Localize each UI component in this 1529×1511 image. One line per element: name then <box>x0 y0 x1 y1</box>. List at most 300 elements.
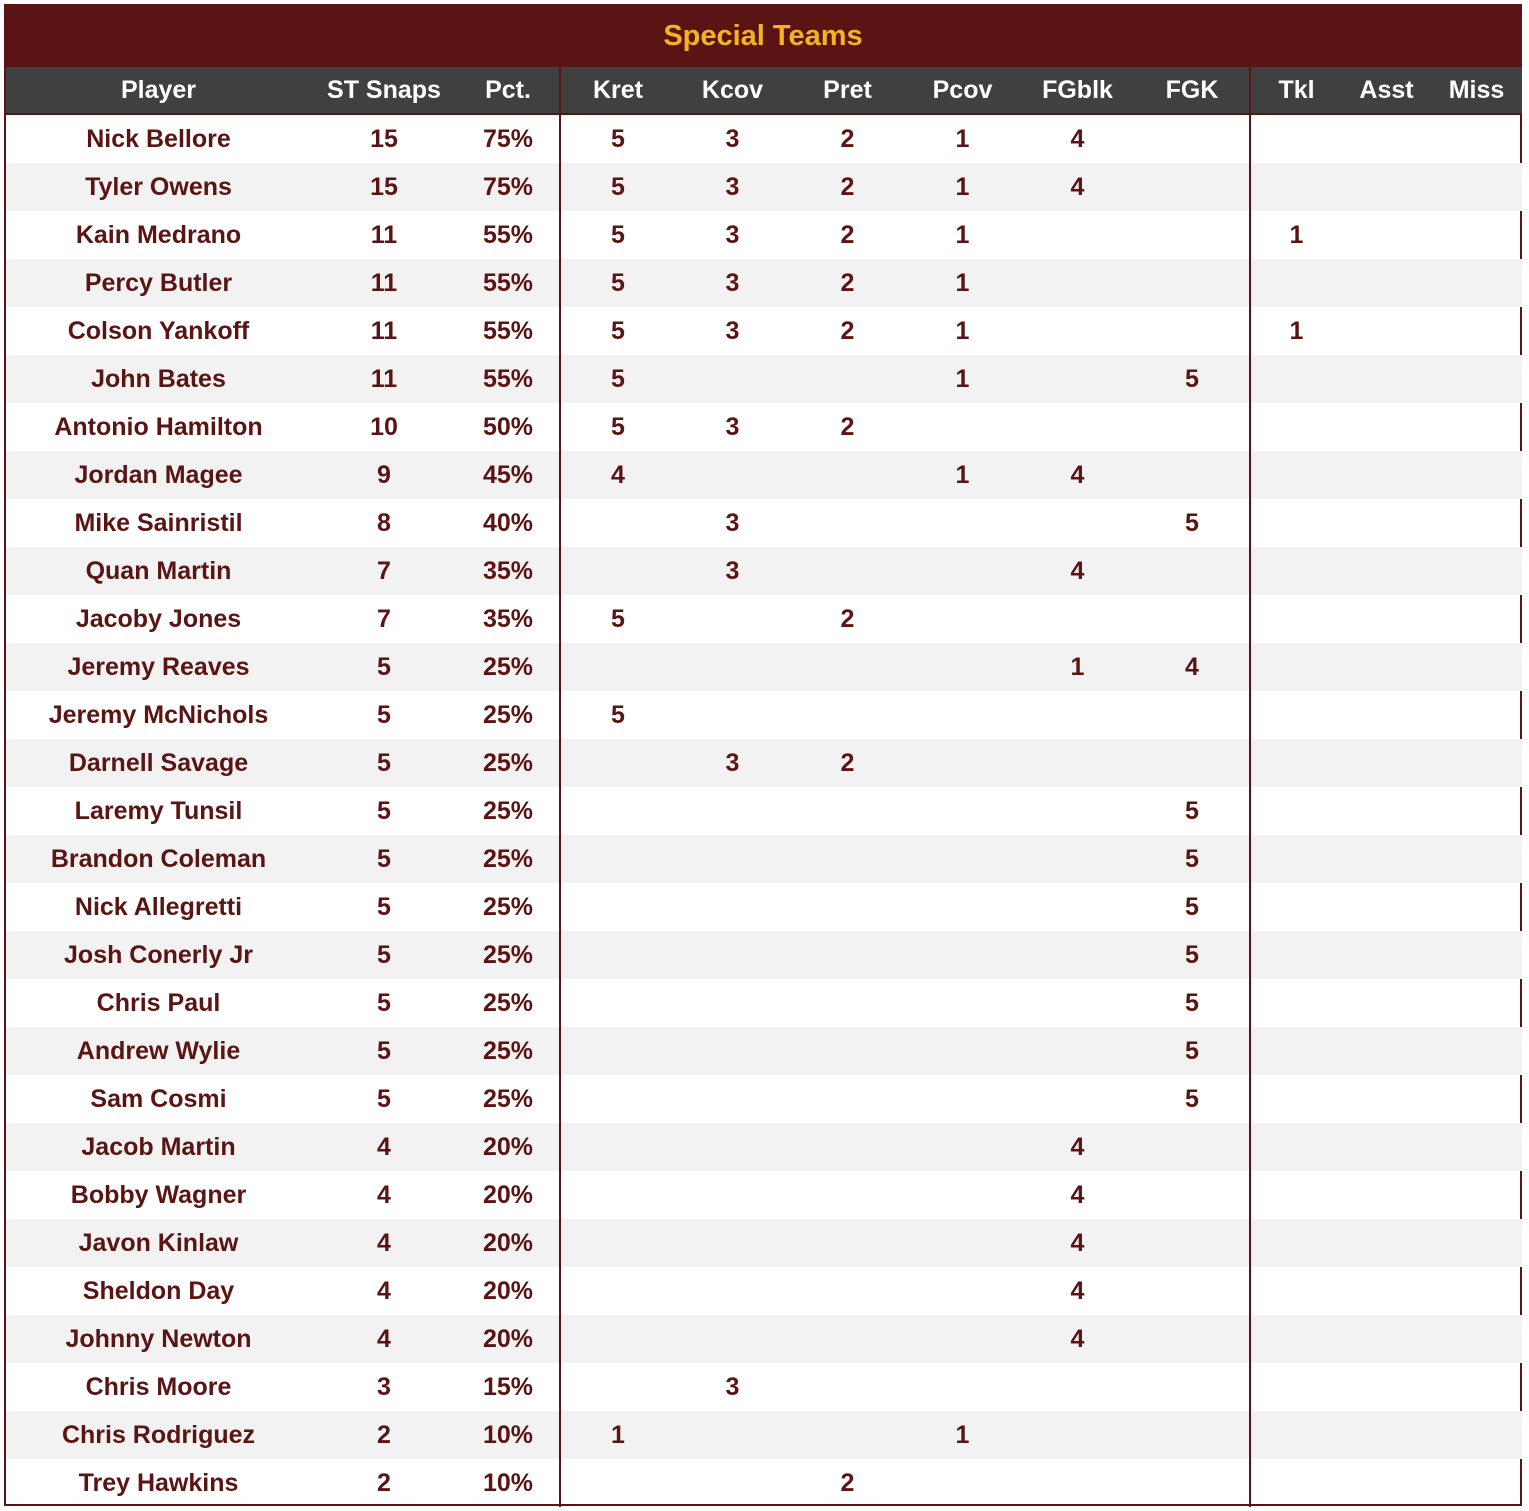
stat-cell <box>1135 1171 1250 1219</box>
stat-cell <box>1431 403 1522 451</box>
table-row <box>6 307 1522 355</box>
table-row <box>6 931 1522 979</box>
stat-cell <box>1135 739 1250 787</box>
stat-cell: 25% <box>457 1027 560 1075</box>
stat-cell <box>560 1267 675 1315</box>
stat-cell <box>790 1267 905 1315</box>
stat-cell <box>790 1363 905 1411</box>
stat-cell <box>1342 883 1431 931</box>
stat-cell <box>1431 211 1522 259</box>
stat-cell <box>560 931 675 979</box>
stat-cell <box>1135 1267 1250 1315</box>
stat-cell <box>1250 643 1342 691</box>
stat-cell <box>905 499 1020 547</box>
stat-cell: 5 <box>311 643 457 691</box>
column-header-asst: Asst <box>1342 67 1431 114</box>
stat-cell: 25% <box>457 643 560 691</box>
special-teams-table <box>6 67 1522 1507</box>
stat-cell: 20% <box>482 1180 534 1209</box>
stat-cell: 11 <box>370 220 398 249</box>
stat-cell <box>1431 643 1522 691</box>
table-row <box>6 883 1522 931</box>
player-name-cell: Quan Martin <box>6 547 311 595</box>
stat-cell: 4 <box>1020 1123 1135 1171</box>
column-header-tkl: Tkl <box>1250 67 1342 114</box>
stat-cell <box>1342 739 1431 787</box>
stat-cell <box>1431 691 1522 739</box>
table-row <box>6 355 1522 403</box>
stat-cell <box>1020 259 1135 307</box>
stat-cell <box>675 1315 790 1363</box>
stat-cell: 5 <box>377 988 391 1017</box>
player-name-cell: Jacob Martin <box>6 1123 311 1171</box>
stat-cell <box>1020 1411 1135 1459</box>
stat-cell <box>790 1171 905 1219</box>
stat-cell <box>1431 259 1522 307</box>
stat-cell: 35% <box>482 604 534 633</box>
table-row <box>6 163 1522 211</box>
stat-cell: 3 <box>725 508 740 537</box>
stat-cell <box>1342 307 1431 355</box>
table-row <box>6 1075 1522 1123</box>
stat-cell <box>905 883 1020 931</box>
special-teams-table-frame <box>4 4 1522 1506</box>
header-row <box>6 67 1522 114</box>
stat-cell: 20% <box>457 1219 560 1267</box>
stat-cell <box>1250 835 1342 883</box>
stat-cell <box>1431 499 1522 547</box>
stat-cell <box>560 643 675 691</box>
table-row <box>6 691 1522 739</box>
stat-cell: 3 <box>675 259 790 307</box>
stat-cell <box>905 1075 1020 1123</box>
column-header-pcov: Pcov <box>905 67 1020 114</box>
column-header-st-snaps: ST Snaps <box>311 67 457 114</box>
stat-cell <box>905 835 1020 883</box>
stat-cell <box>905 1171 1020 1219</box>
stat-cell <box>560 835 675 883</box>
stat-cell <box>1342 355 1431 403</box>
stat-cell: 20% <box>482 1276 534 1305</box>
stat-cell: 2 <box>311 1411 457 1459</box>
stat-cell <box>1431 1123 1522 1171</box>
stat-cell <box>905 1123 1020 1171</box>
stat-cell: 4 <box>1020 163 1135 211</box>
stat-cell: 50% <box>482 412 534 441</box>
table-row <box>6 403 1522 451</box>
table-row <box>6 1363 1522 1411</box>
column-header-kret: Kret <box>560 67 675 114</box>
stat-cell <box>1342 1459 1431 1507</box>
stat-cell <box>790 547 905 595</box>
stat-cell: 9 <box>311 451 457 499</box>
stat-cell: 7 <box>377 604 391 633</box>
stat-cell: 10% <box>482 1468 534 1497</box>
stat-cell <box>790 451 905 499</box>
stat-cell <box>1431 451 1522 499</box>
stat-cell <box>1342 1027 1431 1075</box>
stat-cell: 2 <box>840 316 855 345</box>
stat-cell <box>1250 1315 1342 1363</box>
stat-cell: 15% <box>482 1372 534 1401</box>
stat-cell: 25% <box>482 892 534 921</box>
player-name-cell: Bobby Wagner <box>70 1180 247 1209</box>
stat-cell: 5 <box>311 835 457 883</box>
table-row <box>6 1411 1522 1459</box>
stat-cell: 4 <box>377 1180 391 1209</box>
stat-cell: 3 <box>675 547 790 595</box>
stat-cell <box>1135 1123 1250 1171</box>
player-name-cell: Johnny Newton <box>6 1315 311 1363</box>
stat-cell <box>675 1075 790 1123</box>
stat-cell <box>1020 1459 1135 1507</box>
column-header-miss: Miss <box>1431 67 1522 114</box>
stat-cell: 5 <box>560 307 675 355</box>
stat-cell <box>675 1459 790 1507</box>
table-row <box>6 259 1522 307</box>
stat-cell <box>1342 979 1431 1027</box>
player-name-cell: Nick Bellore <box>86 124 231 153</box>
stat-cell: 1 <box>905 259 1020 307</box>
stat-cell <box>1342 259 1431 307</box>
stat-cell <box>1020 883 1135 931</box>
stat-cell <box>1431 739 1522 787</box>
stat-cell <box>905 1363 1020 1411</box>
stat-cell <box>1342 1171 1431 1219</box>
stat-cell: 1 <box>1250 211 1342 259</box>
stat-cell <box>905 739 1020 787</box>
stat-cell <box>1020 787 1135 835</box>
stat-cell: 5 <box>1185 988 1199 1017</box>
stat-cell <box>1250 547 1342 595</box>
stat-cell <box>1431 1075 1522 1123</box>
stat-cell: 5 <box>560 355 675 403</box>
stat-cell <box>1020 835 1135 883</box>
stat-cell: 2 <box>790 739 905 787</box>
stat-cell <box>1342 787 1431 835</box>
column-header-fgk: FGK <box>1135 67 1250 114</box>
column-header-player: Player <box>6 67 311 114</box>
stat-cell <box>905 547 1020 595</box>
stat-cell <box>560 787 675 835</box>
stat-cell <box>1342 595 1431 643</box>
stat-cell <box>790 835 905 883</box>
stat-cell <box>905 931 1020 979</box>
stat-cell: 3 <box>675 163 790 211</box>
stat-cell <box>1342 1123 1431 1171</box>
stat-cell: 5 <box>1185 508 1199 537</box>
stat-cell <box>1020 1075 1135 1123</box>
stat-cell <box>675 883 790 931</box>
stat-cell <box>790 979 905 1027</box>
stat-cell <box>1135 1459 1250 1507</box>
stat-cell <box>675 691 790 739</box>
stat-cell: 4 <box>1020 451 1135 499</box>
stat-cell <box>1135 1411 1250 1459</box>
stat-cell <box>675 595 790 643</box>
stat-cell <box>1431 1315 1522 1363</box>
stat-cell: 5 <box>377 892 391 921</box>
stat-cell: 55% <box>482 316 534 345</box>
stat-cell <box>1135 307 1250 355</box>
stat-cell <box>1135 259 1250 307</box>
player-name-cell: Jeremy Reaves <box>6 643 311 691</box>
player-name-cell: Sheldon Day <box>82 1276 235 1305</box>
stat-cell <box>675 979 790 1027</box>
stat-cell: 25% <box>482 796 534 825</box>
stat-cell <box>1250 1411 1342 1459</box>
column-header-fgblk: FGblk <box>1020 67 1135 114</box>
stat-cell: 25% <box>457 931 560 979</box>
stat-cell: 5 <box>1185 796 1199 825</box>
stat-cell <box>1135 163 1250 211</box>
stat-cell <box>1020 691 1135 739</box>
stat-cell <box>1342 835 1431 883</box>
stat-cell: 5 <box>560 403 675 451</box>
stat-cell <box>1250 1219 1342 1267</box>
player-name-cell: Tyler Owens <box>6 163 311 211</box>
stat-cell <box>1020 355 1135 403</box>
table-row <box>6 1267 1522 1315</box>
stat-cell: 2 <box>840 124 855 153</box>
stat-cell <box>905 787 1020 835</box>
stat-cell <box>1020 1363 1135 1411</box>
stat-cell: 25% <box>482 988 534 1017</box>
stat-cell: 2 <box>840 412 855 441</box>
stat-cell <box>1020 1027 1135 1075</box>
stat-cell <box>1020 739 1135 787</box>
stat-cell <box>1250 691 1342 739</box>
stat-cell: 15 <box>370 124 398 153</box>
stat-cell: 4 <box>1135 643 1250 691</box>
stat-cell: 5 <box>1135 355 1250 403</box>
stat-cell <box>1431 163 1522 211</box>
stat-cell <box>560 739 675 787</box>
stat-cell: 5 <box>1135 835 1250 883</box>
stat-cell <box>560 1027 675 1075</box>
stat-cell: 55% <box>457 355 560 403</box>
stat-cell: 45% <box>457 451 560 499</box>
stat-cell: 8 <box>377 508 391 537</box>
player-name-cell: Trey Hawkins <box>78 1468 239 1497</box>
stat-cell <box>1250 499 1342 547</box>
table-body <box>6 114 1522 1507</box>
stat-cell <box>790 355 905 403</box>
player-name-cell: Sam Cosmi <box>90 1084 227 1113</box>
stat-cell: 20% <box>457 1315 560 1363</box>
stat-cell <box>1020 931 1135 979</box>
stat-cell: 1 <box>955 316 970 345</box>
player-name-cell: Chris Moore <box>85 1372 232 1401</box>
stat-cell <box>1342 499 1431 547</box>
stat-cell: 1 <box>905 355 1020 403</box>
stat-cell: 2 <box>840 220 855 249</box>
table-row <box>6 643 1522 691</box>
stat-cell <box>1342 691 1431 739</box>
stat-cell: 5 <box>1185 1084 1199 1113</box>
stat-cell <box>560 1219 675 1267</box>
stat-cell <box>790 1075 905 1123</box>
stat-cell <box>1342 547 1431 595</box>
stat-cell <box>1431 355 1522 403</box>
stat-cell <box>675 1027 790 1075</box>
stat-cell <box>1342 211 1431 259</box>
stat-cell <box>675 355 790 403</box>
stat-cell: 4 <box>311 1123 457 1171</box>
stat-cell <box>1135 1363 1250 1411</box>
stat-cell: 3 <box>725 412 740 441</box>
stat-cell <box>560 499 675 547</box>
stat-cell: 1 <box>905 163 1020 211</box>
stat-cell: 5 <box>560 114 675 163</box>
stat-cell <box>790 787 905 835</box>
stat-cell <box>1020 595 1135 643</box>
stat-cell: 25% <box>482 700 534 729</box>
stat-cell <box>1135 403 1250 451</box>
stat-cell <box>1135 1315 1250 1363</box>
stat-cell <box>1250 1171 1342 1219</box>
stat-cell <box>1342 1267 1431 1315</box>
stat-cell: 55% <box>457 259 560 307</box>
stat-cell <box>1250 1027 1342 1075</box>
stat-cell <box>1431 1027 1522 1075</box>
stat-cell <box>790 1027 905 1075</box>
stat-cell: 2 <box>840 604 855 633</box>
player-name-cell: Mike Sainristil <box>74 508 243 537</box>
stat-cell: 5 <box>560 691 675 739</box>
stat-cell <box>1342 931 1431 979</box>
stat-cell: 4 <box>311 1315 457 1363</box>
player-name-cell: Chris Paul <box>96 988 221 1017</box>
stat-cell <box>1250 1459 1342 1507</box>
stat-cell <box>1431 1411 1522 1459</box>
stat-cell <box>560 979 675 1027</box>
stat-cell <box>1020 403 1135 451</box>
stat-cell: 75% <box>457 163 560 211</box>
stat-cell: 5 <box>311 1027 457 1075</box>
stat-cell: 5 <box>1135 1027 1250 1075</box>
stat-cell <box>675 1267 790 1315</box>
table-row <box>6 1315 1522 1363</box>
stat-cell: 3 <box>725 1372 740 1401</box>
stat-cell <box>905 1219 1020 1267</box>
player-name-cell: Javon Kinlaw <box>6 1219 311 1267</box>
stat-cell: 5 <box>560 163 675 211</box>
player-name-cell: Colson Yankoff <box>67 316 250 345</box>
stat-cell <box>1135 595 1250 643</box>
table-row <box>6 451 1522 499</box>
stat-cell <box>905 1459 1020 1507</box>
stat-cell <box>1020 211 1135 259</box>
stat-cell: 25% <box>457 739 560 787</box>
stat-cell <box>905 643 1020 691</box>
stat-cell: 5 <box>560 211 675 259</box>
table-row <box>6 1123 1522 1171</box>
stat-cell: 5 <box>560 595 675 643</box>
stat-cell <box>1135 691 1250 739</box>
stat-cell <box>1431 1219 1522 1267</box>
stat-cell <box>1342 114 1431 163</box>
stat-cell: 10% <box>457 1411 560 1459</box>
player-name-cell: Percy Butler <box>6 259 311 307</box>
stat-cell: 11 <box>370 316 398 345</box>
stat-cell: 1 <box>905 451 1020 499</box>
table-row <box>6 787 1522 835</box>
stat-cell <box>675 451 790 499</box>
stat-cell: 1 <box>1020 643 1135 691</box>
stat-cell <box>1250 1075 1342 1123</box>
table-row <box>6 1219 1522 1267</box>
stat-cell: 3 <box>725 316 740 345</box>
stat-cell <box>1431 595 1522 643</box>
stat-cell <box>1431 1267 1522 1315</box>
column-header-pct: Pct. <box>457 67 560 114</box>
stat-cell <box>905 1267 1020 1315</box>
stat-cell <box>790 691 905 739</box>
stat-cell <box>790 1219 905 1267</box>
table-row <box>6 739 1522 787</box>
stat-cell: 1 <box>1250 307 1342 355</box>
stat-cell <box>560 1075 675 1123</box>
stat-cell <box>675 1123 790 1171</box>
stat-cell: 4 <box>1070 124 1085 153</box>
stat-cell <box>675 643 790 691</box>
stat-cell <box>790 1123 905 1171</box>
player-name-cell: Jacoby Jones <box>75 604 242 633</box>
stat-cell <box>1342 1315 1431 1363</box>
stat-cell: 15 <box>311 163 457 211</box>
stat-cell <box>560 547 675 595</box>
stat-cell: 1 <box>905 1411 1020 1459</box>
stat-cell <box>1431 1363 1522 1411</box>
stat-cell: 20% <box>457 1123 560 1171</box>
stat-cell: 4 <box>1020 547 1135 595</box>
player-name-cell: Jordan Magee <box>6 451 311 499</box>
stat-cell <box>790 931 905 979</box>
stat-cell <box>1250 739 1342 787</box>
stat-cell <box>1250 979 1342 1027</box>
stat-cell <box>1250 883 1342 931</box>
stat-cell: 4 <box>1070 1276 1085 1305</box>
stat-cell <box>675 1411 790 1459</box>
stat-cell <box>1250 787 1342 835</box>
stat-cell: 5 <box>1135 931 1250 979</box>
stat-cell: 25% <box>457 835 560 883</box>
stat-cell: 5 <box>560 259 675 307</box>
stat-cell <box>905 979 1020 1027</box>
stat-cell <box>1135 114 1250 163</box>
stat-cell <box>1431 883 1522 931</box>
stat-cell <box>1431 787 1522 835</box>
stat-cell <box>1020 499 1135 547</box>
stat-cell: 2 <box>840 1468 855 1497</box>
stat-cell: 4 <box>1020 1219 1135 1267</box>
stat-cell <box>1250 403 1342 451</box>
player-name-cell: Andrew Wylie <box>6 1027 311 1075</box>
stat-cell: 4 <box>560 451 675 499</box>
stat-cell: 2 <box>790 163 905 211</box>
stat-cell <box>1250 355 1342 403</box>
player-name-cell: Josh Conerly Jr <box>6 931 311 979</box>
stat-cell: 40% <box>482 508 534 537</box>
stat-cell <box>790 499 905 547</box>
stat-cell <box>675 787 790 835</box>
player-name-cell: Kain Medrano <box>75 220 242 249</box>
stat-cell <box>675 931 790 979</box>
stat-cell <box>790 643 905 691</box>
stat-cell <box>1431 1459 1522 1507</box>
stat-cell: 7 <box>311 547 457 595</box>
